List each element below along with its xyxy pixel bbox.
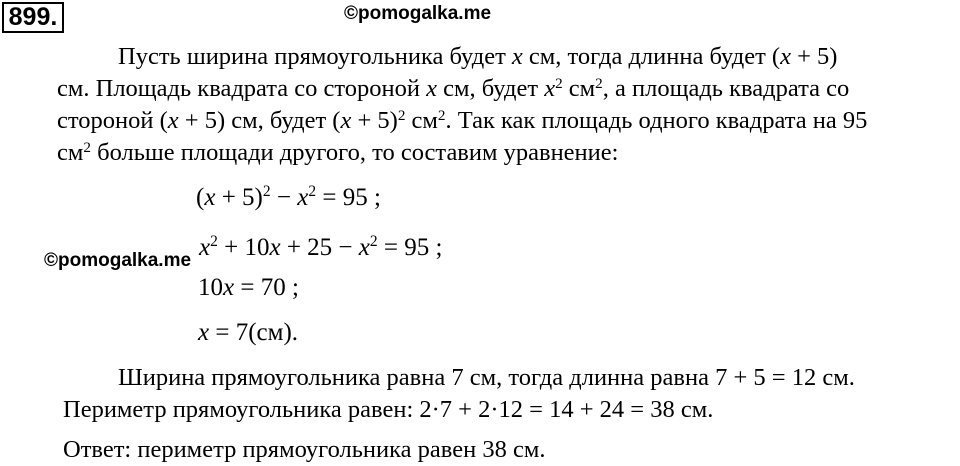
var-x: x: [204, 184, 216, 211]
eq-fragment: (: [196, 184, 205, 211]
text-line-4: [57, 138, 618, 168]
equation-2: [199, 233, 442, 263]
var-x: x: [199, 234, 211, 261]
var-x: x: [358, 234, 370, 261]
var-x: x: [780, 43, 791, 70]
eq-fragment: = 95 ;: [377, 234, 443, 261]
var-x: x: [544, 75, 556, 102]
equation-3: [198, 273, 299, 303]
text-fragment: см: [562, 75, 596, 102]
text-fragment: Пусть ширина прямоугольника будет: [118, 43, 512, 70]
exponent: 2: [595, 74, 603, 92]
exponent: 2: [83, 138, 91, 156]
watermark-middle: ©pomogalka.me: [44, 250, 192, 271]
exponent: 2: [437, 106, 446, 124]
text-fragment: . Так как площадь одного квадрата на 95: [445, 107, 868, 134]
conclusion-line-2: Периметр прямоугольника равен: 2·7 + 2·12 = 14 + 24 = 38 см.: [63, 396, 714, 423]
var-x: x: [511, 43, 523, 70]
eq-fragment: −: [270, 184, 298, 211]
text-fragment: + 5): [351, 107, 398, 134]
eq-fragment: + 25 −: [280, 234, 359, 261]
var-x: x: [223, 274, 235, 301]
eq-fragment: = 70 ;: [234, 274, 299, 301]
eq-fragment: = 7(см).: [209, 319, 299, 346]
eq-fragment: + 10: [217, 234, 270, 261]
exponent: 2: [369, 233, 378, 251]
var-x: x: [198, 319, 210, 346]
exponent: 2: [397, 106, 406, 124]
conclusion-line-1: Ширина прямоугольника равна 7 см, тогда длинна равна 7 + 5 = 12 см.: [118, 364, 855, 391]
var-x: x: [167, 107, 179, 134]
watermark-top: ©pomogalka.me: [344, 3, 492, 24]
var-x: x: [426, 75, 438, 102]
answer-line: Ответ: периметр прямоугольника равен 38 см.: [63, 436, 546, 463]
text-line-2: [57, 74, 849, 104]
text-fragment: см, будет: [437, 75, 545, 102]
text-fragment: стороной (: [57, 107, 168, 134]
text-fragment: больше площади другого, то составим уравнение:: [90, 139, 619, 166]
problem-number: 899.: [2, 2, 64, 33]
eq-fragment: + 5): [215, 184, 263, 211]
equation-4: [198, 318, 298, 348]
text-fragment: + 5) см, будет (: [178, 107, 341, 134]
text-fragment: см: [405, 107, 438, 134]
text-fragment: см. Площадь квадрата со стороной: [57, 75, 427, 102]
exponent: 2: [555, 74, 563, 92]
text-fragment: см: [57, 139, 84, 166]
text-line-3: [57, 106, 867, 136]
var-x: x: [340, 107, 352, 134]
text-fragment: + 5): [790, 43, 838, 70]
exponent: 2: [262, 183, 271, 201]
text-fragment: см, тогда длинна будет (: [522, 43, 781, 70]
exponent: 2: [210, 233, 218, 251]
equation-1: [196, 183, 381, 213]
eq-fragment: 10: [198, 274, 223, 301]
eq-fragment: = 95 ;: [316, 184, 381, 211]
exponent: 2: [308, 183, 317, 201]
var-x: x: [297, 184, 309, 211]
text-fragment: , а площадь квадрата со: [602, 75, 850, 102]
var-x: x: [269, 234, 281, 261]
text-line-1: [118, 42, 837, 72]
